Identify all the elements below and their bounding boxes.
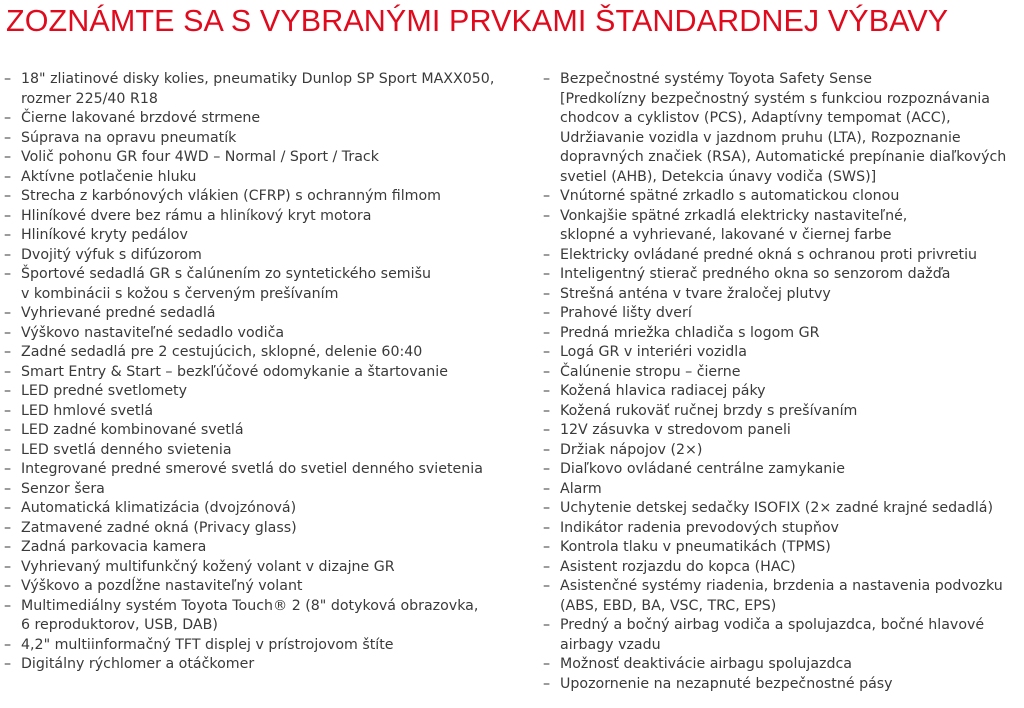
bullet-dash: –	[4, 656, 12, 672]
list-item	[4, 363, 519, 383]
bullet-dash: –	[4, 305, 12, 321]
bullet-dash: –	[543, 188, 551, 204]
list-item-text: 12V zásuvka v stredovom paneli	[560, 422, 791, 438]
list-item	[543, 187, 1024, 207]
bullet-dash: –	[543, 344, 551, 360]
equipment-list-left	[4, 70, 519, 675]
list-item	[543, 421, 1024, 441]
bullet-dash: –	[543, 480, 551, 497]
list-item-text: Diaľkovo ovládané centrálne zamykanie	[560, 461, 845, 477]
list-item-text: v kombinácii s kožou s červeným prešívaním	[21, 285, 339, 302]
list-item	[543, 499, 1024, 519]
list-item-text: Súprava na opravu pneumatík	[21, 129, 237, 146]
list-item	[543, 363, 1024, 383]
list-item	[4, 499, 519, 519]
list-item-text: 6 reproduktorov, USB, DAB)	[21, 617, 218, 633]
list-item-text: Bezpečnostné systémy Toyota Safety Sense	[560, 71, 873, 87]
list-item-text: LED zadné kombinované svetlá	[21, 422, 244, 438]
list-item	[4, 148, 519, 168]
bullet-dash: –	[4, 266, 12, 282]
list-item-text: Predná mriežka chladiča s logom GR	[560, 324, 820, 341]
bullet-dash: –	[543, 656, 551, 672]
list-item-text: Hliníkové kryty pedálov	[21, 227, 188, 243]
bullet-dash: –	[4, 246, 12, 263]
bullet-dash: –	[4, 71, 12, 87]
list-item-text: dopravných značiek (RSA), Automatické prepínanie diaľkových	[560, 149, 1007, 165]
list-item	[543, 70, 1024, 187]
bullet-dash: –	[4, 344, 12, 360]
list-item-text: Smart Entry & Start – bezkľúčové odomykanie a štartovanie	[21, 363, 448, 380]
bullet-dash: –	[543, 675, 551, 692]
list-item	[4, 655, 519, 675]
list-item-text: Zadná parkovacia kamera	[21, 539, 207, 555]
list-item-text: Kožená rukoväť ručnej brzdy s prešívaním	[560, 402, 858, 419]
bullet-dash: –	[543, 519, 551, 536]
list-item	[4, 168, 519, 188]
bullet-dash: –	[543, 539, 551, 555]
bullet-dash: –	[543, 441, 551, 458]
list-item	[4, 70, 519, 109]
list-item-text: Výškovo a pozdĺžne nastaviteľný volant	[21, 578, 303, 594]
list-item	[4, 187, 519, 207]
bullet-dash: –	[543, 266, 551, 282]
list-item-text: 18" zliatinové disky kolies, pneumatiky Dunlop SP Sport MAXX050,	[21, 71, 495, 87]
list-item	[4, 226, 519, 246]
bullet-dash: –	[543, 363, 551, 380]
bullet-dash: –	[4, 207, 12, 224]
list-item-text: Čierne lakované brzdové strmene	[21, 110, 261, 126]
bullet-dash: –	[543, 558, 551, 575]
list-item	[4, 246, 519, 266]
list-item	[4, 343, 519, 363]
bullet-dash: –	[4, 168, 12, 185]
bullet-dash: –	[4, 500, 12, 516]
list-item-text: LED svetlá denného svietenia	[21, 441, 232, 458]
bullet-dash: –	[4, 558, 12, 575]
list-item-text: [Predkolízny bezpečnostný systém s funkciou rozpoznávania	[560, 90, 990, 107]
list-item-text: Hliníkové dvere bez rámu a hliníkový kryt motora	[21, 207, 372, 224]
list-item	[543, 324, 1024, 344]
list-item	[543, 655, 1024, 675]
list-item-text: Multimediálny systém Toyota Touch® 2 (8" dotyková obrazovka,	[21, 597, 479, 614]
page-title: ZOZNÁMTE SA S VYBRANÝMI PRVKAMI ŠTANDARDNEJ VÝBAVY	[6, 4, 949, 38]
list-item-text: rozmer 225/40 R18	[21, 90, 158, 107]
list-item	[543, 441, 1024, 461]
list-item	[543, 343, 1024, 363]
list-item	[4, 558, 519, 578]
bullet-dash: –	[543, 285, 551, 302]
bullet-dash: –	[4, 636, 12, 653]
list-item	[4, 265, 519, 304]
list-item-text: Držiak nápojov (2×)	[560, 441, 703, 458]
bullet-dash: –	[543, 422, 551, 438]
bullet-dash: –	[4, 441, 12, 458]
bullet-dash: –	[4, 110, 12, 126]
list-item-text: Senzor šera	[21, 480, 105, 497]
list-item-text: Alarm	[560, 480, 602, 497]
bullet-dash: –	[543, 402, 551, 419]
list-item-text: LED predné svetlomety	[21, 383, 188, 399]
list-item-text: Digitálny rýchlomer a otáčkomer	[21, 656, 255, 672]
list-item-text: Strecha z karbónových vlákien (CFRP) s ochranným filmom	[21, 188, 442, 204]
list-item-text: Elektricky ovládané predné okná s ochranou proti privretiu	[560, 246, 978, 263]
list-item-text: Výškovo nastaviteľné sedadlo vodiča	[21, 324, 285, 341]
list-item-text: LED hmlové svetlá	[21, 402, 154, 419]
bullet-dash: –	[543, 617, 551, 633]
list-item	[543, 480, 1024, 500]
list-item-text: Športové sedadlá GR s čalúnením zo syntetického semišu	[21, 266, 431, 282]
list-item-text: Logá GR v interiéri vozidla	[560, 344, 747, 360]
list-item	[4, 441, 519, 461]
list-item	[4, 382, 519, 402]
list-item-text: Dvojitý výfuk s difúzorom	[21, 246, 202, 263]
bullet-dash: –	[4, 422, 12, 438]
list-item	[543, 246, 1024, 266]
list-item	[4, 538, 519, 558]
list-item-text: 4,2" multiinformačný TFT displej v prístrojovom štíte	[21, 636, 394, 653]
bullet-dash: –	[4, 402, 12, 419]
bullet-dash: –	[543, 383, 551, 399]
bullet-dash: –	[4, 129, 12, 146]
bullet-dash: –	[4, 227, 12, 243]
list-item	[4, 480, 519, 500]
list-item	[543, 558, 1024, 578]
list-item-text: airbagy vzadu	[560, 636, 661, 653]
bullet-dash: –	[4, 480, 12, 497]
bullet-dash: –	[543, 578, 551, 594]
list-item-text: Aktívne potlačenie hluku	[21, 168, 197, 185]
list-item	[4, 636, 519, 656]
list-item-text: svetiel (AHB), Detekcia únavy vodiča (SWS)]	[560, 168, 877, 185]
list-item	[4, 207, 519, 227]
bullet-dash: –	[4, 149, 12, 165]
list-item	[4, 577, 519, 597]
list-item-text: Integrované predné smerové svetlá do svetiel denného svietenia	[21, 461, 483, 477]
list-item-text: Čalúnenie stropu – čierne	[560, 363, 741, 380]
bullet-dash: –	[4, 539, 12, 555]
list-item-text: Predný a bočný airbag vodiča a spolujazdca, bočné hlavové	[560, 617, 985, 633]
list-item-text: Kožená hlavica radiacej páky	[560, 383, 766, 399]
list-item	[543, 538, 1024, 558]
list-item-text: Asistent rozjazdu do kopca (HAC)	[560, 558, 796, 575]
list-item-text: Vyhrievaný multifunkčný kožený volant v dizajne GR	[21, 558, 395, 575]
list-item	[543, 460, 1024, 480]
list-item-text: Možnosť deaktivácie airbagu spolujazdca	[560, 656, 852, 672]
bullet-dash: –	[4, 324, 12, 341]
list-item-text: Vyhrievané predné sedadlá	[21, 305, 216, 321]
list-item	[4, 109, 519, 129]
list-item-text: Vonkajšie spätné zrkadlá elektricky nastaviteľné,	[560, 207, 908, 224]
list-item	[543, 285, 1024, 305]
bullet-dash: –	[543, 324, 551, 341]
list-item-text: chodcov a cyklistov (PCS), Adaptívny tempomat (ACC),	[560, 110, 951, 126]
list-item	[543, 402, 1024, 422]
bullet-dash: –	[4, 363, 12, 380]
list-item-text: Indikátor radenia prevodových stupňov	[560, 519, 839, 536]
list-item-text: Volič pohonu GR four 4WD – Normal / Sport / Track	[21, 149, 379, 165]
bullet-dash: –	[4, 519, 12, 536]
list-item	[543, 519, 1024, 539]
list-item	[543, 265, 1024, 285]
list-item-text: Vnútorné spätné zrkadlo s automatickou clonou	[560, 188, 900, 204]
list-item	[543, 207, 1024, 246]
list-item-text: Zadné sedadlá pre 2 cestujúcich, sklopné, delenie 60:40	[21, 344, 423, 360]
list-item	[4, 402, 519, 422]
list-item-text: Prahové lišty dverí	[560, 305, 692, 321]
list-item-text: sklopné a vyhrievané, lakované v čiernej farbe	[560, 227, 892, 243]
bullet-dash: –	[543, 461, 551, 477]
bullet-dash: –	[4, 461, 12, 477]
list-item-text: (ABS, EBD, BA, VSC, TRC, EPS)	[560, 597, 777, 614]
list-item	[543, 382, 1024, 402]
list-item-text: Asistenčné systémy riadenia, brzdenia a nastavenia podvozku	[560, 578, 1003, 594]
bullet-dash: –	[543, 246, 551, 263]
bullet-dash: –	[4, 188, 12, 204]
list-item-text: Zatmavené zadné okná (Privacy glass)	[21, 519, 297, 536]
list-item	[4, 129, 519, 149]
list-item	[4, 460, 519, 480]
list-item-text: Kontrola tlaku v pneumatikách (TPMS)	[560, 539, 831, 555]
list-item	[4, 304, 519, 324]
bullet-dash: –	[4, 597, 12, 614]
bullet-dash: –	[543, 305, 551, 321]
list-item	[543, 616, 1024, 655]
list-item-text: Udržiavanie vozidla v jazdnom pruhu (LTA), Rozpoznanie	[560, 129, 961, 146]
list-item-text: Automatická klimatizácia (dvojzónová)	[21, 500, 297, 516]
equipment-list-right	[543, 70, 1024, 694]
bullet-dash: –	[543, 207, 551, 224]
bullet-dash: –	[4, 578, 12, 594]
list-item	[4, 324, 519, 344]
list-item	[543, 304, 1024, 324]
list-item-text: Uchytenie detskej sedačky ISOFIX (2× zadné krajné sedadlá)	[560, 500, 994, 516]
list-item-text: Upozornenie na nezapnuté bezpečnostné pásy	[560, 675, 893, 692]
list-item-text: Strešná anténa v tvare žraločej plutvy	[560, 285, 831, 302]
list-item	[4, 519, 519, 539]
list-item	[4, 597, 519, 636]
list-item	[4, 421, 519, 441]
list-item	[543, 577, 1024, 616]
list-item	[543, 675, 1024, 695]
bullet-dash: –	[543, 500, 551, 516]
bullet-dash: –	[4, 383, 12, 399]
bullet-dash: –	[543, 71, 551, 87]
list-item-text: Inteligentný stierač predného okna so senzorom dažďa	[560, 266, 951, 282]
